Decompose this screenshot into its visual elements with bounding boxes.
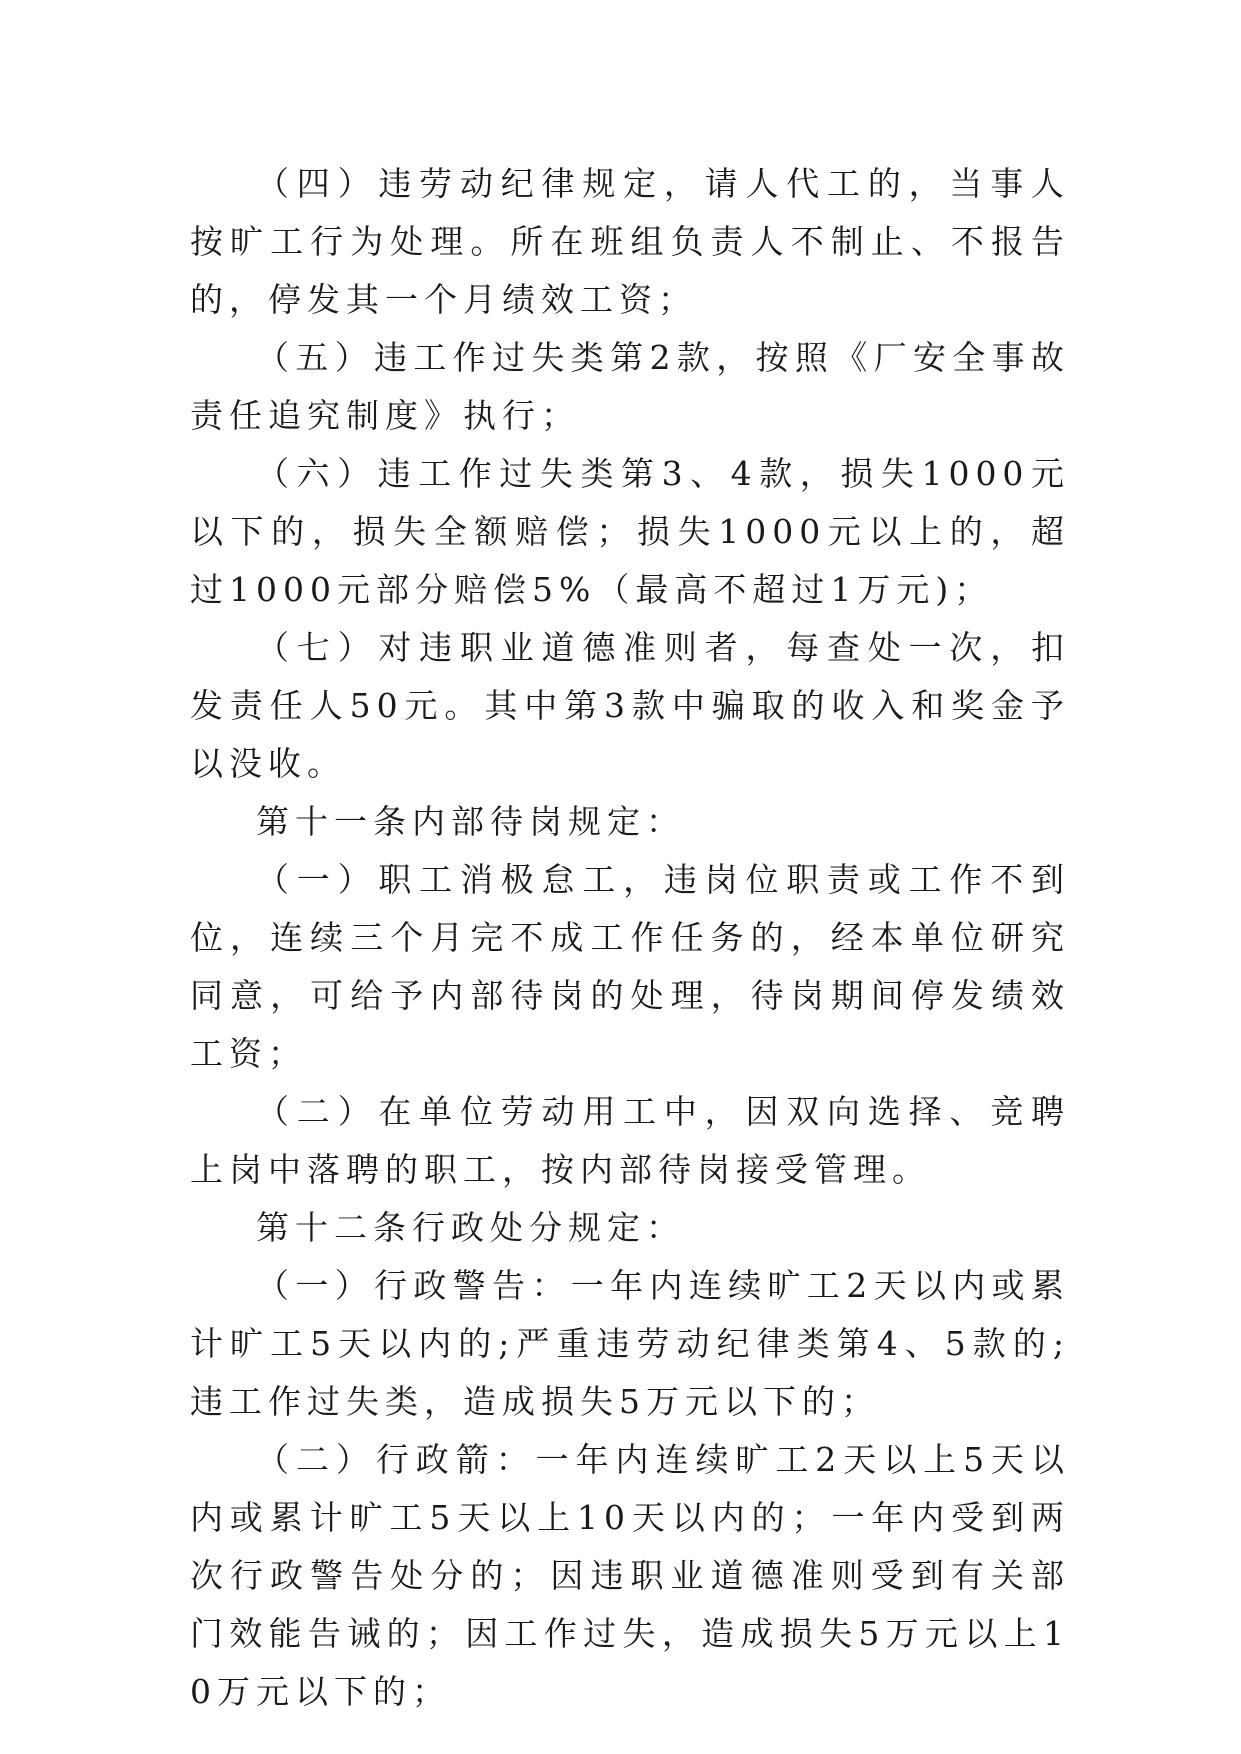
article-12-item-1: （一）行政警告：一年内连续旷工2天以内或累计旷工5天以内的;严重违劳动纪律类第4、5款的;违工作过失类，造成损失5万元以下的； xyxy=(190,1266,1070,1421)
document-body xyxy=(190,155,1070,1721)
paragraph-item-5: （五）违工作过失类第2款，按照《厂安全事故责任追究制度》执行； xyxy=(190,338,1070,435)
paragraph-item-7: （七）对违职业道德准则者，每查处一次，扣发责任人50元。其中第3款中骗取的收入和奖金予以没收。 xyxy=(190,628,1070,783)
article-12-item-2: （二）行政箭：一年内连续旷工2天以上5天以内或累计旷工5天以上10天以内的；一年内受到两次行政警告处分的；因违职业道德准则受到有关部门效能告诫的；因工作过失，造成损失5万元以上10万元以下的； xyxy=(190,1440,1070,1711)
paragraph-item-6: （六）违工作过失类第3、4款，损失1000元以下的，损失全额赔偿；损失1000元以上的，超过1000元部分赔偿5%（最高不超过1万元)； xyxy=(190,454,1070,609)
article-11-heading: 第十一条内部待岗规定： xyxy=(256,802,685,841)
paragraph-item-4: （四）违劳动纪律规定，请人代工的，当事人按旷工行为处理。所在班组负责人不制止、不报告的，停发其一个月绩效工资； xyxy=(190,164,1070,319)
article-11-item-1: （一）职工消极怠工，违岗位职责或工作不到位，连续三个月完不成工作任务的，经本单位研究同意，可给予内部待岗的处理，待岗期间停发绩效工资； xyxy=(190,860,1070,1073)
article-11-item-2: （二）在单位劳动用工中，因双向选择、竞聘上岗中落聘的职工，按内部待岗接受管理。 xyxy=(190,1092,1070,1189)
article-12-heading: 第十二条行政处分规定： xyxy=(256,1208,685,1247)
